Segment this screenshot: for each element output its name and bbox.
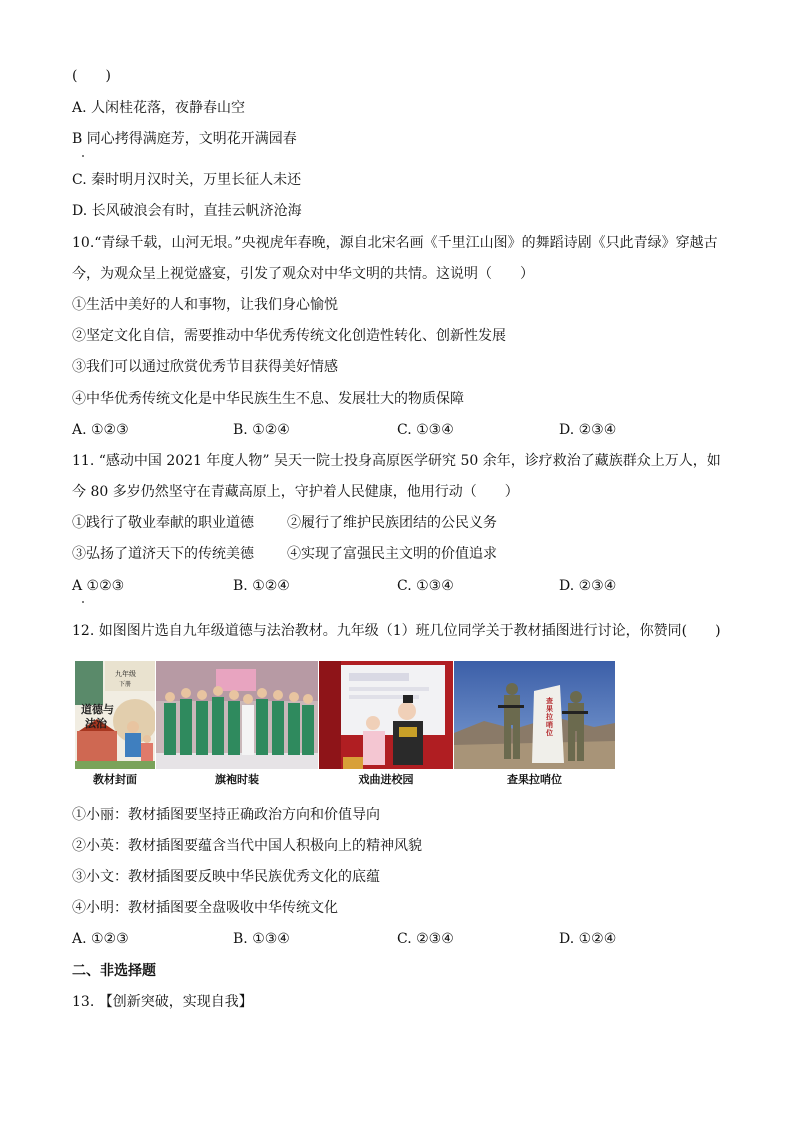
q12-choice-a: A. ①②③ (72, 931, 129, 947)
q11-statement-2: ②履行了维护民族团结的公民义务 (287, 515, 497, 531)
q11-choice-d: D. ②③④ (559, 578, 617, 594)
cover-title-1: 道德与 (81, 703, 114, 716)
q9-option-b: B 同心拷得满庭芳，文明花开满园春 (72, 131, 297, 147)
textbook-cover-photo (75, 661, 155, 769)
qipao-fashion-image (156, 661, 318, 769)
q12-choice-b: B. ①③④ (233, 931, 290, 947)
q11-statement-1: ①践行了敬业奉献的职业道德 (72, 515, 254, 531)
q13-title: 13. 【创新突破，实现自我】 (72, 994, 253, 1010)
cover-title-2: 法治 (85, 717, 107, 730)
cover-volume: 下册 (119, 681, 132, 688)
q12-statement-3: ③小文：教材插图要反映中华民族优秀文化的底蕴 (72, 869, 380, 885)
cover-grade: 九年级 (115, 670, 136, 678)
caption-textbook-cover: 教材封面 (93, 773, 137, 786)
textbook-illustrations (75, 661, 615, 769)
q12-statement-1: ①小丽：教材插图要坚持正确政治方向和价值导向 (72, 807, 380, 823)
q11-stem-line2: 今 80 多岁仍然坚守在青藏高原上，守护着人民健康，他用行动（ ） (72, 484, 519, 500)
q11-choice-a: A ①②③ (72, 578, 125, 594)
q11-statement-3: ③弘扬了道济天下的传统美德 (72, 546, 254, 562)
post-stone-text: 查果拉哨位 (546, 697, 553, 737)
q11-choice-b: B. ①②④ (233, 578, 290, 594)
chaguola-post-photo (454, 661, 615, 769)
stray-dot (82, 601, 84, 603)
q12-stem: 12. 如图图片选自九年级道德与法治教材。九年级（1）班几位同学关于教材插图进行讨论，你赞同( ) (72, 623, 721, 639)
q9-bracket: ( ) (72, 68, 111, 84)
q10-choice-c: C. ①③④ (397, 422, 454, 438)
q9-option-a: A. 人闲桂花落，夜静春山空 (72, 100, 246, 116)
stray-dot (82, 155, 84, 157)
opera-in-school-photo (319, 661, 453, 769)
q12-choice-c: C. ②③④ (397, 931, 454, 947)
q10-choice-b: B. ①②④ (233, 422, 290, 438)
q10-statement-1: ①生活中美好的人和事物，让我们身心愉悦 (72, 297, 338, 313)
q10-stem-line2: 今，为观众呈上视觉盛宴，引发了观众对中华文明的共情。这说明（ ） (72, 266, 534, 282)
opera-in-school-image (319, 661, 453, 769)
q11-stem-line1: 11. “感动中国 2021 年度人物” 吴天一院士投身高原医学研究 50 余年，诊疗救治了藏族群众上万人，如 (72, 453, 721, 469)
caption-opera-in-school: 戏曲进校园 (358, 773, 414, 786)
q12-statement-4: ④小明：教材插图要全盘吸收中华传统文化 (72, 900, 338, 916)
caption-chaguola-post: 查果拉哨位 (507, 773, 562, 786)
q12-statement-2: ②小英：教材插图要蕴含当代中国人积极向上的精神风貌 (72, 838, 422, 854)
q12-choice-d: D. ①②④ (559, 931, 617, 947)
q9-option-d: D. 长风破浪会有时，直挂云帆济沧海 (72, 203, 302, 219)
q9-option-c: C. 秦时明月汉时关，万里长征人未还 (72, 172, 302, 188)
q10-statement-2: ②坚定文化自信，需要推动中华优秀传统文化创造性转化、创新性发展 (72, 328, 506, 344)
qipao-fashion-photo (156, 661, 318, 769)
caption-qipao-fashion: 旗袍时装 (215, 773, 259, 786)
q10-choice-d: D. ②③④ (559, 422, 617, 438)
q10-stem-line1: 10.“青绿千载，山河无垠。”央视虎年春晚，源自北宋名画《千里江山图》的舞蹈诗剧《只此青绿》穿越古 (72, 235, 718, 251)
chaguola-post-image (454, 661, 615, 769)
q10-statement-4: ④中华优秀传统文化是中华民族生生不息、发展壮大的物质保障 (72, 391, 464, 407)
q10-choice-a: A. ①②③ (72, 422, 129, 438)
section-heading: 二、非选择题 (72, 963, 156, 979)
q10-statement-3: ③我们可以通过欣赏优秀节目获得美好情感 (72, 359, 338, 375)
q11-statement-4: ④实现了富强民主文明的价值追求 (287, 546, 497, 562)
q11-choice-c: C. ①③④ (397, 578, 454, 594)
